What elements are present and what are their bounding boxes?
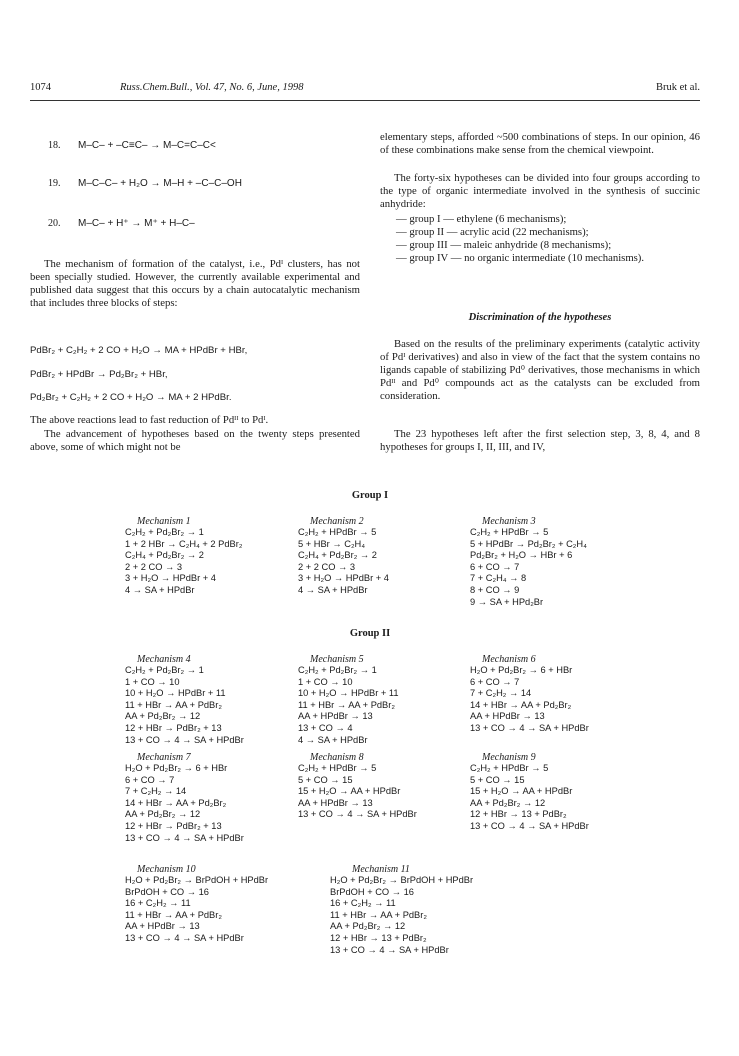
group-2-title: Group II [349, 628, 391, 639]
mechanism-step: 13 + CO → 4 → SA + HPdBr [125, 734, 244, 745]
mechanism-step: AA + HPdBr → 13 [298, 711, 373, 722]
mechanism-step: C₂H₄ + Pd₂Br₂ → 2 [125, 550, 204, 561]
right-paragraph-1: elementary steps, afforded ~500 combinations of steps. In our opinion, 46 of these combinations make sense from the chemical viewpoint. [380, 131, 700, 157]
mechanism-title: Mechanism 6 [482, 654, 536, 665]
mechanism-step: 12 + HBr → PdBr₂ + 13 [125, 722, 222, 733]
mechanism-step: 2 + 2 CO → 3 [125, 561, 183, 572]
mechanism-title: Mechanism 1 [137, 516, 191, 527]
mechanism-step: 13 + CO → 4 → SA + HPdBr [125, 832, 244, 843]
mechanism-step: AA + Pd₂Br₂ → 12 [125, 809, 201, 820]
mechanism-step: 2 + 2 CO → 3 [298, 561, 356, 572]
mechanism-step: 1 + CO → 10 [298, 676, 353, 687]
mechanism-6 [470, 654, 589, 735]
mechanism-step: 7 + C₂H₄ → 8 [470, 573, 527, 584]
journal-citation: Russ.Chem.Bull., Vol. 47, No. 6, June, 1998 [120, 82, 304, 93]
list-item: — group IV — no organic intermediate (10 mechanisms). [396, 252, 645, 265]
header-rule [30, 100, 700, 101]
mechanism-title: Mechanism 10 [137, 864, 196, 875]
mechanism-step: 5 + HPdBr → Pd₂Br₂ + C₂H₄ [470, 538, 587, 549]
group-1-title: Group I [351, 490, 389, 501]
right-paragraph-4: The 23 hypotheses left after the first selection step, 3, 8, 4, and 8 hypotheses for groups I, II, III, and IV, [380, 428, 700, 454]
mechanism-step: 11 + HBr → AA + PdBr₂ [125, 909, 222, 920]
mechanism-step: 16 + C₂H₂ → 11 [125, 898, 191, 909]
mechanism-title: Mechanism 11 [352, 864, 410, 875]
mechanism-3 [470, 516, 587, 608]
mechanism-step: AA + Pd₂Br₂ → 12 [330, 921, 406, 932]
mechanism-step: 4 → SA + HPdBr [298, 734, 368, 745]
mechanism-step: C₂H₂ + HPdBr → 5 [298, 763, 377, 773]
reaction-19: 19. M–C–C– + H₂O → M–H + –C–C–OH [48, 178, 242, 189]
mechanism-step: 14 + HBr → AA + Pd₂Br₂ [470, 699, 572, 710]
mechanism-1 [125, 516, 242, 597]
mechanism-step: 13 + CO → 4 → SA + HPdBr [470, 722, 589, 733]
hypothesis-groups-list [380, 213, 700, 265]
mechanism-step: C₂H₂ + Pd₂Br₂ → 1 [298, 665, 377, 675]
mechanism-step: AA + HPdBr → 13 [125, 921, 200, 932]
page-number: 1074 [30, 82, 51, 93]
reaction-18: 18. M–C– + –C≡C– → M–C=C–C< [48, 140, 216, 151]
list-item: — group II — acrylic acid (22 mechanisms); [396, 226, 589, 239]
mechanism-step: C₂H₄ + Pd₂Br₂ → 2 [298, 550, 377, 561]
mechanism-step: H₂O + Pd₂Br₂ → 6 + HBr [470, 665, 573, 675]
mechanism-10 [125, 864, 268, 945]
mechanism-title: Mechanism 7 [137, 752, 191, 763]
mechanism-step: 9 → SA + HPd₂Br [470, 596, 544, 607]
mechanism-step: 4 → SA + HPdBr [125, 584, 195, 595]
mechanism-title: Mechanism 8 [310, 752, 364, 763]
mechanism-step: 15 + H₂O → AA + HPdBr [298, 786, 401, 797]
mechanism-title: Mechanism 2 [310, 516, 364, 527]
mechanism-step: AA + HPdBr → 13 [470, 711, 545, 722]
mechanism-step: BrPdOH + CO → 16 [330, 886, 414, 897]
mechanism-step: 10 + H₂O → HPdBr + 11 [298, 688, 399, 699]
mechanism-9 [470, 752, 589, 833]
mechanism-step: 8 + CO → 9 [470, 584, 520, 595]
mechanism-5 [298, 654, 399, 746]
mechanism-step: 15 + H₂O → AA + HPdBr [470, 786, 573, 797]
mechanism-step: AA + Pd₂Br₂ → 12 [125, 711, 201, 722]
mechanism-step: 3 + H₂O → HPdBr + 4 [125, 573, 216, 584]
reaction-20: 20. M–C– + H⁺ → M⁺ + H–C– [48, 218, 195, 229]
mechanism-step: 11 + HBr → AA + PdBr₂ [125, 699, 222, 710]
mechanism-step: 3 + H₂O → HPdBr + 4 [298, 573, 389, 584]
mechanism-11 [330, 864, 473, 956]
mechanism-step: C₂H₂ + HPdBr → 5 [470, 763, 549, 773]
mechanism-step: 13 + CO → 4 → SA + HPdBr [470, 820, 589, 831]
right-paragraph-2: The forty-six hypotheses can be divided into four groups according to the type of organic intermediate involved in the synthesis of succinic anhydride: [380, 172, 700, 211]
mechanism-step: 5 + CO → 15 [298, 774, 353, 785]
mechanism-step: 13 + CO → 4 [298, 722, 353, 733]
mechanism-step: AA + Pd₂Br₂ → 12 [470, 797, 546, 808]
mechanism-step: C₂H₂ + Pd₂Br₂ → 1 [125, 527, 204, 537]
mechanism-step: H₂O + Pd₂Br₂ → BrPdOH + HPdBr [330, 875, 474, 885]
mechanism-step: 6 + CO → 7 [470, 676, 520, 687]
equation-3: Pd₂Br₂ + C₂H₂ + 2 CO + H₂O → MA + 2 HPdBr. [30, 392, 232, 403]
mechanism-step: C₂H₂ + HPdBr → 5 [298, 527, 377, 537]
mechanism-4 [125, 654, 244, 746]
mechanism-step: 12 + HBr → 13 + PdBr₂ [470, 809, 567, 820]
mechanism-step: H₂O + Pd₂Br₂ → 6 + HBr [125, 763, 228, 773]
equation-2: PdBr₂ + HPdBr → Pd₂Br₂ + HBr, [30, 369, 168, 380]
author-running-title: Bruk et al. [655, 82, 700, 93]
equation-1: PdBr₂ + C₂H₂ + 2 CO + H₂O → MA + HPdBr + HBr, [30, 345, 248, 356]
mechanism-step: AA + HPdBr → 13 [298, 797, 373, 808]
mechanism-step: 11 + HBr → AA + PdBr₂ [330, 909, 427, 920]
mechanism-step: 5 + CO → 15 [470, 774, 525, 785]
mechanism-step: 11 + HBr → AA + PdBr₂ [298, 699, 395, 710]
mechanism-step: 10 + H₂O → HPdBr + 11 [125, 688, 226, 699]
left-paragraph-2: The above reactions lead to fast reduction of Pdᴵᴵ to Pdᴵ. [30, 414, 269, 426]
mechanism-step: 6 + CO → 7 [470, 561, 520, 572]
mechanism-step: BrPdOH + CO → 16 [125, 886, 209, 897]
mechanism-step: 5 + HBr → C₂H₄ [298, 538, 366, 549]
mechanism-step: Pd₂Br₂ + H₂O → HBr + 6 [470, 550, 573, 561]
mechanism-title: Mechanism 4 [137, 654, 191, 665]
mechanism-step: 13 + CO → 4 → SA + HPdBr [298, 809, 417, 820]
mechanism-step: 16 + C₂H₂ → 11 [330, 898, 396, 909]
mechanism-step: 1 + CO → 10 [125, 676, 180, 687]
mechanism-step: 12 + HBr → 13 + PdBr₂ [330, 932, 427, 943]
mechanism-step: 7 + C₂H₂ → 14 [470, 688, 532, 699]
list-item: — group I — ethylene (6 mechanisms); [396, 213, 567, 225]
left-paragraph-3: The advancement of hypotheses based on the twenty steps presented above, some of which might not be [30, 428, 360, 454]
mechanism-step: 12 + HBr → PdBr₂ + 13 [125, 820, 222, 831]
mechanism-step: 6 + CO → 7 [125, 774, 175, 785]
mechanism-step: 1 + 2 HBr → C₂H₄ + 2 PdBr₂ [125, 538, 243, 549]
section-heading: Discrimination of the hypotheses [468, 312, 612, 323]
left-paragraph-1: The mechanism of formation of the catalyst, i.e., Pdᴵ clusters, has not been specially studied. However, the currently available experimental and published data suggest that this occurs by a chain autocatalytic mechanism that includes three blocks of steps: [30, 258, 360, 310]
mechanism-2 [298, 516, 389, 597]
mechanism-step: C₂H₂ + HPdBr → 5 [470, 527, 549, 537]
mechanism-step: 13 + CO → 4 → SA + HPdBr [330, 944, 449, 955]
right-paragraph-3: Based on the results of the preliminary experiments (catalytic activity of Pdᴵ derivatives) and also in view of the fact that the system contains no ligands capable of stabilizing Pd⁰ derivatives, those mechanisms in which Pdᴵᴵ and Pd⁰ compounds act as the catalysts can be excluded from consideration. [380, 338, 700, 403]
mechanism-step: 14 + HBr → AA + Pd₂Br₂ [125, 797, 227, 808]
running-header [30, 82, 700, 102]
mechanism-title: Mechanism 9 [482, 752, 536, 763]
mechanism-step: 13 + CO → 4 → SA + HPdBr [125, 932, 244, 943]
mechanism-7 [125, 752, 244, 844]
list-item: — group III — maleic anhydride (8 mechanisms); [396, 239, 612, 252]
mechanism-8 [298, 752, 417, 821]
mechanism-step: 7 + C₂H₂ → 14 [125, 786, 187, 797]
mechanism-step: H₂O + Pd₂Br₂ → BrPdOH + HPdBr [125, 875, 269, 885]
mechanism-step: C₂H₂ + Pd₂Br₂ → 1 [125, 665, 204, 675]
mechanism-title: Mechanism 3 [482, 516, 536, 527]
mechanism-step: 4 → SA + HPdBr [298, 584, 368, 595]
mechanism-title: Mechanism 5 [310, 654, 364, 665]
